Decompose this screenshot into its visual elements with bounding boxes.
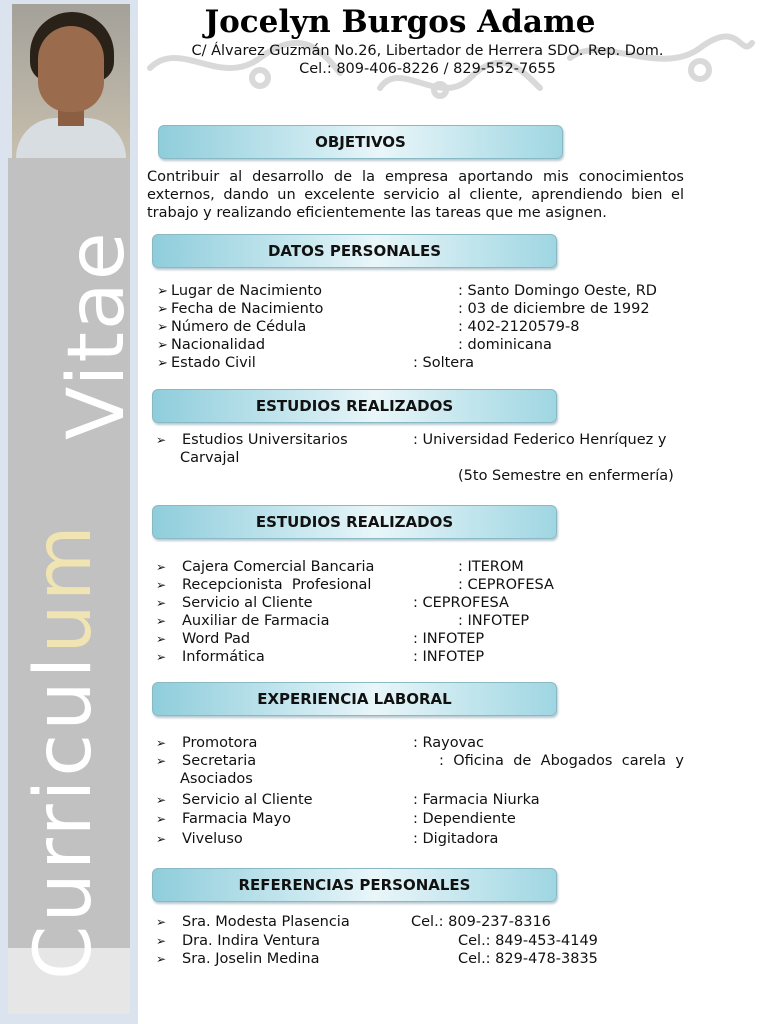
datos-row: ➢ Nacionalidad : dominicana <box>157 337 552 353</box>
vitae-vertical-text: Vitae <box>52 230 142 440</box>
cursos-row: ➢ Informática : INFOTEP <box>156 649 485 665</box>
datos-row: ➢ Estado Civil : Soltera <box>157 355 475 371</box>
datos-row: ➢ Fecha de Nacimiento : 03 de diciembre de 1992 <box>157 301 650 317</box>
cursos-row: ➢ Servicio al Cliente : CEPROFESA <box>156 595 509 611</box>
experiencia-row: ➢ Viveluso : Digitadora <box>156 831 499 847</box>
experiencia-row: ➢ Promotora : Rayovac <box>156 735 485 751</box>
experiencia-row-cont: Asociados <box>180 771 253 787</box>
estudios-row-cont: Carvajal <box>180 450 240 466</box>
experiencia-row: ➢ Secretaria : Oficina de Abogados carela y <box>156 753 684 769</box>
datos-row: ➢ Lugar de Nacimiento : Santo Domingo Oeste, RD <box>157 283 657 299</box>
referencia-row: ➢ Sra. Modesta Plasencia Cel.: 809-237-8316 <box>156 914 551 930</box>
estudios-row: ➢ Estudios Universitarios : Universidad Federico Henríquez y <box>156 432 667 448</box>
section-title-referencias: REFERENCIAS PERSONALES <box>152 868 557 902</box>
objetivos-text: Contribuir al desarrollo de la empresa aportando mis conocimientos externos, dando un excelente servicio al cliente, aprendiendo bien el trabajo y realizando eficientemente las tareas que me asignen. <box>147 169 684 221</box>
candidate-name: Jocelyn Burgos Adame <box>204 4 596 40</box>
experiencia-row: ➢ Servicio al Cliente : Farmacia Niurka <box>156 792 540 808</box>
contact-info <box>150 42 705 78</box>
referencia-row: ➢ Dra. Indira Ventura Cel.: 849-453-4149 <box>156 933 598 949</box>
phones: Cel.: 809-406-8226 / 829-552-7655 <box>299 61 556 77</box>
datos-row: ➢ Número de Cédula : 402-2120579-8 <box>157 319 580 335</box>
section-title-estudios-universitarios: ESTUDIOS REALIZADOS <box>152 389 557 423</box>
profile-photo <box>12 4 130 158</box>
section-title-objetivos: OBJETIVOS <box>158 125 563 159</box>
section-title-datos-personales: DATOS PERSONALES <box>152 234 557 268</box>
curriculum-vertical-text: Curriculum <box>19 522 109 980</box>
cursos-row: ➢ Word Pad : INFOTEP <box>156 631 485 647</box>
cursos-row: ➢ Auxiliar de Farmacia : INFOTEP <box>156 613 530 629</box>
section-title-experiencia-laboral: EXPERIENCIA LABORAL <box>152 682 557 716</box>
cursos-row: ➢ Cajera Comercial Bancaria : ITEROM <box>156 559 524 575</box>
cursos-row: ➢ Recepcionista Profesional : CEPROFESA <box>156 577 554 593</box>
referencia-row: ➢ Sra. Joselin Medina Cel.: 829-478-3835 <box>156 951 598 967</box>
experiencia-row: ➢ Farmacia Mayo : Dependiente <box>156 811 516 827</box>
address: C/ Álvarez Guzmán No.26, Libertador de Herrera SDO. Rep. Dom. <box>191 43 664 59</box>
estudios-row-note: (5to Semestre en enfermería) <box>458 468 674 484</box>
section-title-estudios-cursos: ESTUDIOS REALIZADOS <box>152 505 557 539</box>
